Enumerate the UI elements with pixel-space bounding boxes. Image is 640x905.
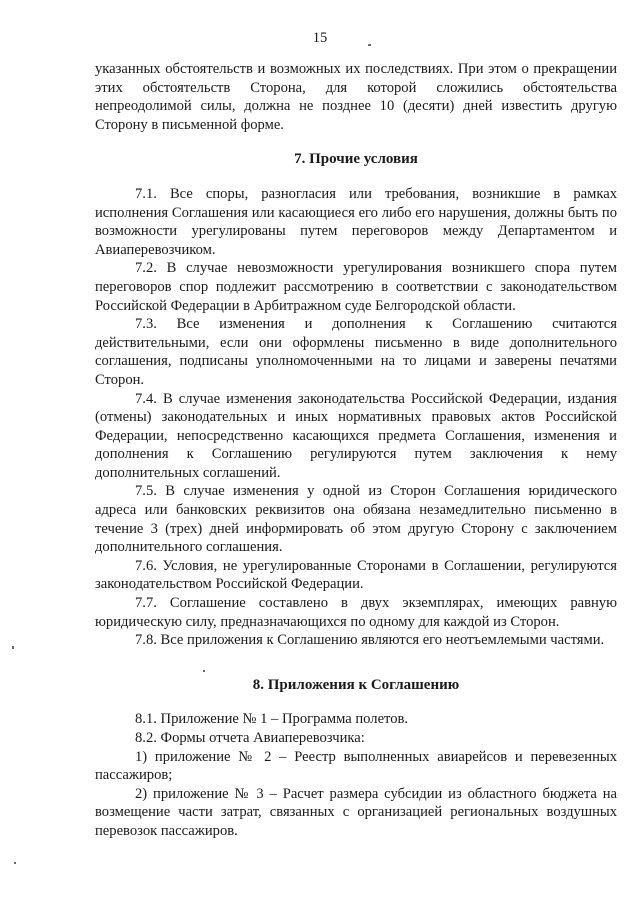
page-number: 15 <box>312 30 328 46</box>
item-8-2-1: 1) приложение № 2 – Реестр выполненных авиарейсов и перевезенных пассажиров; <box>95 748 617 784</box>
clause-7-3: 7.3. Все изменения и дополнения к Соглашению считаются действительными, если они оформлены письменно в виде дополнительного соглашения, подписаны уполномоченными на то лицами и заверены печатями Сторон. <box>95 316 617 388</box>
item-8-2-2: 2) приложение № 3 – Расчет размера субсидии из областного бюджета на возмещение части затрат, связанных с организацией региональных воздушных перевозок пассажиров. <box>95 785 617 839</box>
section-7-heading: 7. Прочие условия <box>294 151 418 168</box>
document-body <box>95 60 617 841</box>
clause-7-8: 7.8. Все приложения к Соглашению являются его неотъемлемыми частями. <box>135 632 605 649</box>
clause-7-6: 7.6. Условия, не урегулированные Сторонами в Соглашении, регулируются законодательством Российской Федерации. <box>95 557 617 593</box>
scan-artifact <box>368 44 371 46</box>
section-8-items <box>95 710 617 840</box>
intro-paragraph: указанных обстоятельств и возможных их последствиях. При этом о прекращении этих обстоятельств Сторона, для которой сложились обстоятельства непреодолимой силы, должна не позднее 10 (десяти) дней известить другую Сторону в письменной форме. <box>95 61 617 133</box>
item-8-1: 8.1. Приложение № 1 – Программа полетов. <box>135 711 409 728</box>
clause-7-7: 7.7. Соглашение составлено в двух экземплярах, имеющих равную юридическую силу, предназначающихся по одному для каждой из Сторон. <box>95 595 617 630</box>
section-7-clauses <box>95 185 617 650</box>
section-8-heading: 8. Приложения к Соглашению <box>252 676 460 693</box>
clause-7-5: 7.5. В случае изменения у одной из Сторон Соглашения юридического адреса или банковских реквизитов она обязана незамедлительно письменно в течение 3 (трех) дней информировать об этом другую Сторону с заключением дополнительного соглашения. <box>95 483 617 556</box>
scan-artifact <box>203 670 205 672</box>
clause-7-4: 7.4. В случае изменения законодательства Российской Федерации, издания (отмены) законодательных и иных нормативных правовых актов Российской Федерации, непосредственно касающихся предмета Соглашения, изменения и дополнения к Соглашению регулируются путем заключения к нему дополнительных соглашений. <box>95 390 617 481</box>
clause-7-2: 7.2. В случае невозможности урегулирования возникшего спора путем переговоров спор подлежит рассмотрению в соответствии с законодательством Российской Федерации в Арбитражном суде Белгородской области. <box>95 260 617 314</box>
scan-artifact <box>12 646 14 649</box>
clause-7-1: 7.1. Все споры, разногласия или требования, возникшие в рамках исполнения Соглашения или касающиеся его либо его нарушения, должны быть по возможности урегулированы путем переговоров между Департаментом и Авиаперевозчиком. <box>95 185 617 258</box>
scan-artifact <box>14 862 16 864</box>
item-8-2: 8.2. Формы отчета Авиаперевозчика: <box>135 730 365 746</box>
